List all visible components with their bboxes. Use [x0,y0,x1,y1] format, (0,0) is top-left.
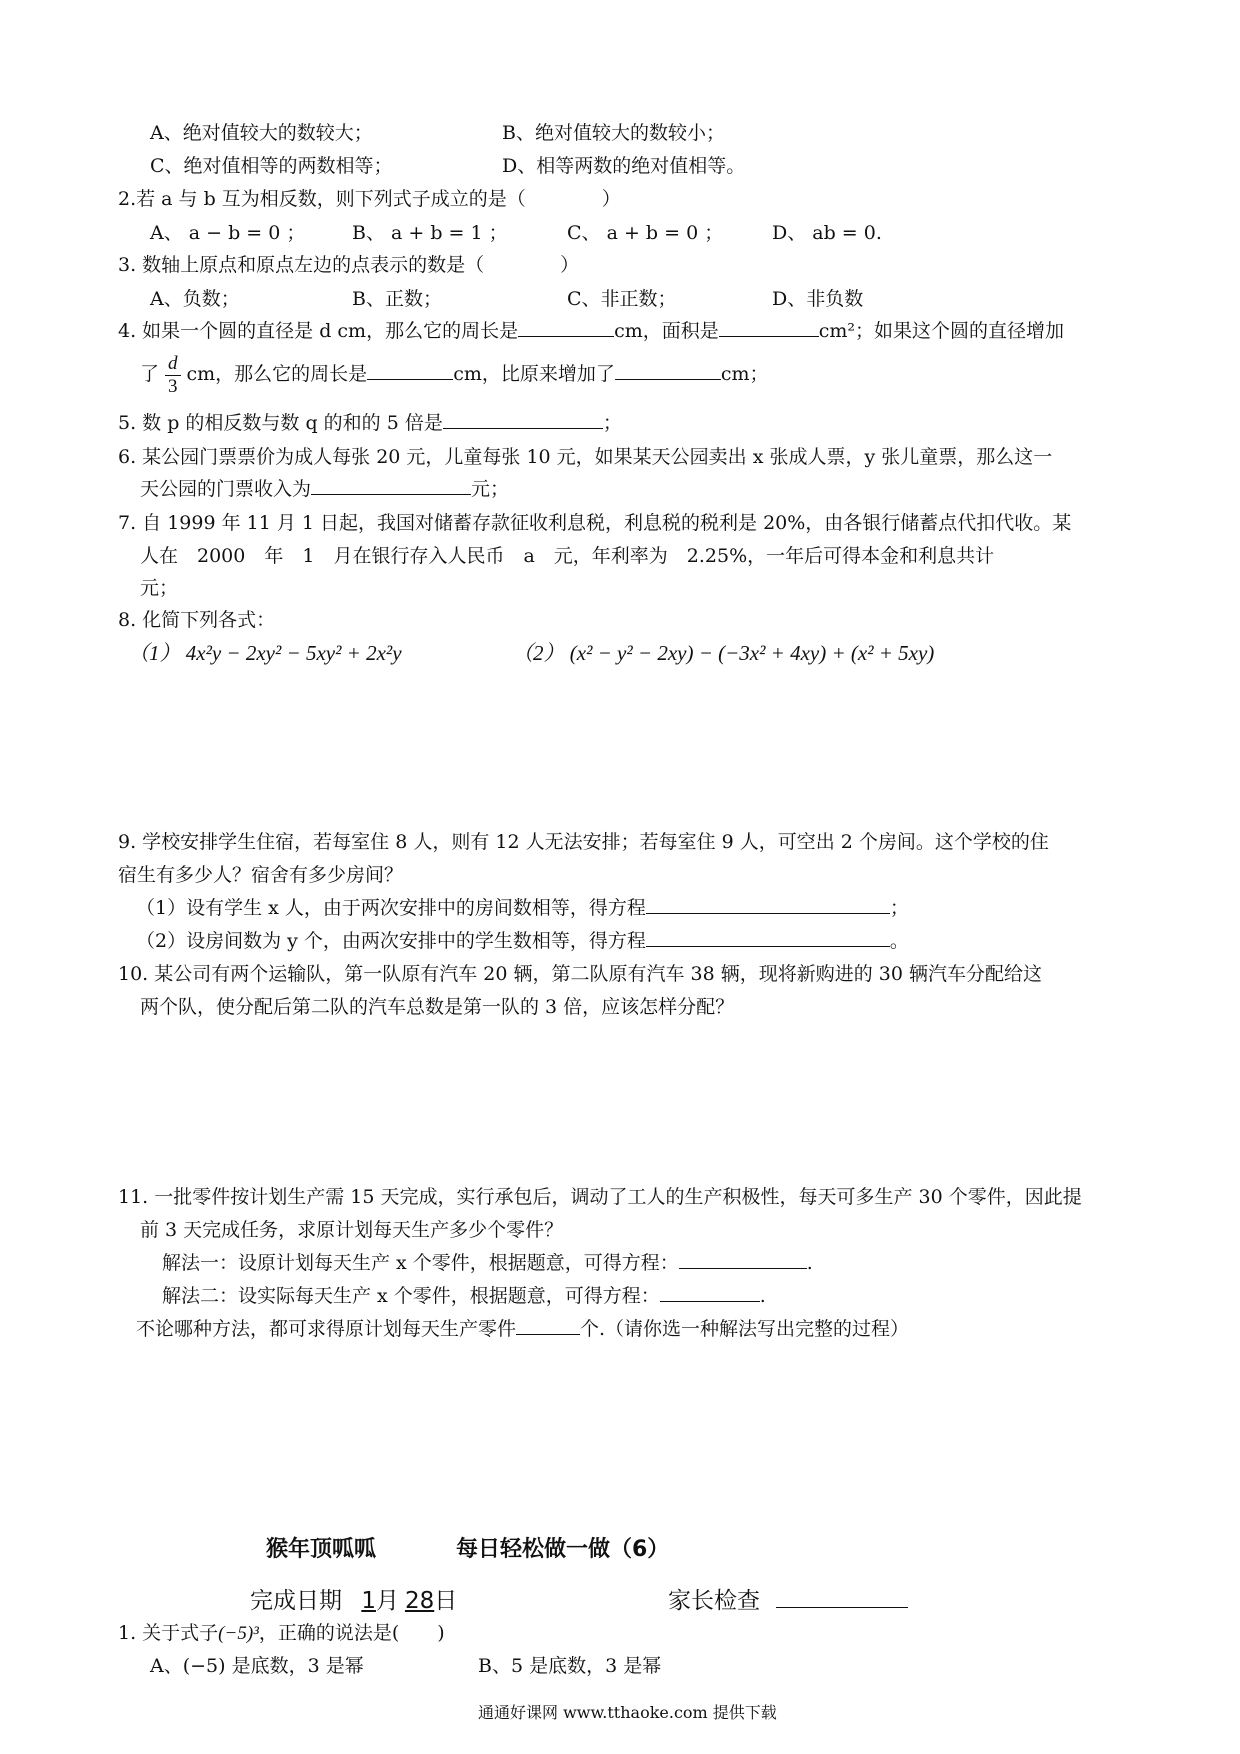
q11-line2: 前 3 天完成任务，求原计划每天生产多少个零件？ [140,1219,564,1241]
q3-option-c: C、非正数； [567,288,677,310]
next-q1-expression: (−5)³ [218,1623,259,1644]
q4-part1: 4. 如果一个圆的直径是 d cm，那么它的周长是 [118,320,519,342]
q8-stem: 8. 化简下列各式： [118,609,276,631]
q11-method1-text: 解法一：设原计划每天生产 x 个零件，根据题意，可得方程： [162,1252,679,1274]
q3-option-a: A、负数； [150,288,240,310]
q1-option-a: A、绝对值较大的数较大； [150,122,373,144]
parent-check [668,1582,908,1615]
q11-line1: 11. 一批零件按计划生产需 15 天完成，实行承包后，调动了工人的生产积极性，每天可多生产 30 个零件，因此提 [118,1186,1082,1208]
q4-line2 [140,350,769,398]
q3-option-d: D、非负数 [772,288,864,310]
q4-line1 [118,318,1064,344]
q9-line2: 宿生有多少人？宿舍有多少房间？ [118,864,404,886]
q11-conclusion-text: 不论哪种方法，都可求得原计划每天生产零件 [136,1318,517,1340]
q9-sub1 [136,895,909,921]
next-q1-stem-prefix: 1. 关于式子 [118,1622,219,1644]
q4-unit-cm: cm，面积是 [614,320,719,342]
q9-line1: 9. 学校安排学生住宿，若每室住 8 人，则有 12 人无法安排；若每室住 9 人，可空出 2 个房间。这个学校的住 [118,831,1049,853]
q2-option-a: A、 a − b = 0 ； [150,222,306,244]
q6-line1: 6. 某公园门票票价为成人每张 20 元，儿童每张 10 元，如果某天公园卖出 x 张成人票，y 张儿童票，那么这一 [118,446,1053,468]
q4-blank-area [719,318,819,337]
q3-stem: 3. 数轴上原点和原点左边的点表示的数是（ ） [118,254,580,276]
q4-blank-increase [615,361,721,380]
q11-method1: 解法一：设原计划每天生产 x 个零件，根据题意，可得方程： . [162,1252,813,1274]
q6-blank [311,476,471,495]
day-unit: 日 [434,1588,458,1614]
q10-line2: 两个队，使分配后第二队的汽车总数是第一队的 3 倍，应该怎样分配？ [140,996,735,1018]
q4-blank-circumference [518,318,614,337]
q6-line2 [140,476,509,502]
q1-option-d: D、相等两数的绝对值相等。 [502,155,746,177]
q2-stem: 2.若 a 与 b 互为相反数，则下列式子成立的是（ ） [118,188,621,210]
q7-line1: 7. 自 1999 年 11 月 1 日起，我国对储蓄存款征收利息税，利息税的税利是 20%，由各银行储蓄点代扣代收。某 [118,512,1072,534]
q7-line2: 人在 2000 年 1 月在银行存入人民币 a 元，年利率为 2.25%，一年后可得本金和利息共计 [140,545,995,567]
section-title-right: 每日轻松做一做（6） [456,1537,670,1562]
q4-fraction-denominator: 3 [168,375,178,397]
q5-text: 5. 数 p 的相反数与数 q 的和的 5 倍是 [118,412,443,434]
q2-option-b: B、 a + b = 1 ； [352,222,508,244]
q4-part2-mid2: cm，比原来增加了 [453,363,615,385]
q4-part2-prefix: 了 [140,363,160,385]
next-q1-option-a: A、(−5) 是底数，3 是幂 [150,1655,364,1677]
q4-part2-end: cm； [720,363,769,385]
q11-conclusion-blank [516,1316,580,1335]
q11-conclusion [136,1316,909,1342]
q2-option-d: D、 ab = 0. [772,222,882,244]
q9-sub1-end: ； [889,897,909,919]
month-unit: 月 [375,1588,399,1614]
q6-line2-text: 天公园的门票收入为 [140,478,312,500]
q11-method2: 解法二：设实际每天生产 x 个零件，根据题意，可得方程： . [162,1285,766,1307]
q11-method2-text: 解法二：设实际每天生产 x 个零件，根据题意，可得方程： [162,1285,660,1307]
q4-part2-mid: cm，那么它的周长是 [186,363,368,385]
q4-fraction [165,353,181,398]
parent-check-label: 家长检查 [668,1588,760,1614]
q5-end: ； [602,412,622,434]
q4-fraction-numerator: d [165,353,181,376]
q11-method1-blank [679,1250,807,1269]
q3-option-b: B、正数； [352,288,442,310]
q9-sub2-end: 。 [889,930,909,952]
q7-line3: 元； [140,577,179,599]
q5-line [118,410,622,436]
q9-sub1-text: （1）设有学生 x 人，由于两次安排中的房间数相等，得方程 [136,897,646,919]
q10-line1: 10. 某公司有两个运输队，第一队原有汽车 20 辆，第二队原有汽车 38 辆，现将新购进的 30 辆汽车分配给这 [118,963,1043,985]
q4-blank-new-circumference [367,361,453,380]
footer-source: 通通好课网 www.tthaoke.com 提供下载 [478,1703,777,1722]
q8-expression-2: （2） (x² − y² − 2xy) − (−3x² + 4xy) + (x² + 5xy) [512,641,935,665]
q11-conclusion-end: 个.（请你选一种解法写出完整的过程） [580,1318,910,1340]
completion-month: 1 [361,1588,376,1614]
completion-date-label: 完成日期 [250,1588,342,1614]
q1-option-c: C、绝对值相等的两数相等； [150,155,393,177]
q4-unit-cm2: cm²；如果这个圆的直径增加 [818,320,1065,342]
q2-option-c: C、 a + b = 0 ； [567,222,724,244]
next-q1-option-b: B、5 是底数，3 是幂 [478,1655,662,1677]
completion-date [250,1582,457,1615]
completion-day: 28 [404,1588,435,1614]
q9-sub1-blank [646,895,890,914]
q9-sub2 [136,928,909,954]
q9-sub2-text: （2）设房间数为 y 个，由两次安排中的学生数相等，得方程 [136,930,646,952]
next-q1-stem-suffix: ，正确的说法是( ) [258,1622,445,1644]
section-title-left: 猴年顶呱呱 [266,1537,377,1562]
q8-expression-1: （1） 4x²y − 2xy² − 5xy² + 2x²y [128,641,402,665]
q1-option-b: B、绝对值较大的数较小； [502,122,725,144]
q9-sub2-blank [646,928,890,947]
next-q1-stem [118,1620,445,1647]
q5-blank [443,410,603,429]
q6-line2-end: 元； [471,478,510,500]
q11-method2-blank [660,1283,760,1302]
parent-check-blank [776,1585,908,1608]
